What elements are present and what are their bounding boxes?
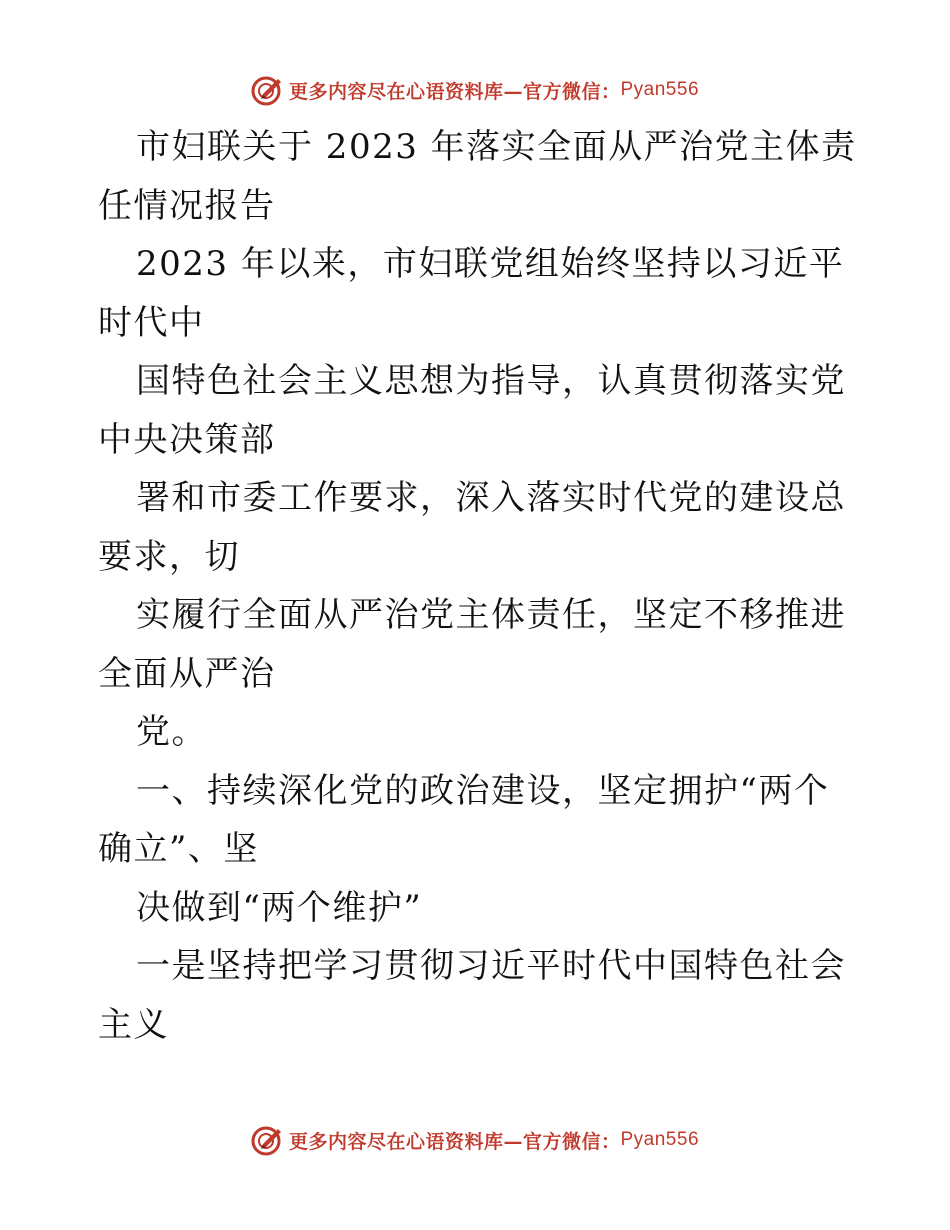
section-heading-continued: 决做到“两个维护” <box>136 887 423 928</box>
pen-nib-logo-icon <box>251 1123 285 1157</box>
watermark-footer <box>0 1120 950 1160</box>
paragraph: 署和市委工作要求，深入落实时代党的建设总要求，切 <box>98 478 846 577</box>
watermark-header <box>0 70 950 110</box>
watermark-text: 更多内容尽在心语资料库—官方微信： <box>288 80 621 103</box>
paragraph: 实履行全面从严治党主体责任，坚定不移推进全面从严治 <box>98 595 846 694</box>
pen-nib-logo-icon <box>251 73 285 107</box>
paragraph: 国特色社会主义思想为指导，认真贯彻落实党中央决策部 <box>98 361 846 460</box>
paragraph: 党。 <box>136 712 207 752</box>
paragraph: 2023 年以来，市妇联党组始终坚持以习近平时代中 <box>98 244 845 343</box>
watermark-contact: Pyan556 <box>620 1129 700 1150</box>
document-body <box>98 118 858 1054</box>
watermark-contact: Pyan556 <box>620 79 700 100</box>
paragraph: 一是坚持把学习贯彻习近平时代中国特色社会主义 <box>98 946 846 1045</box>
watermark-text: 更多内容尽在心语资料库—官方微信： <box>288 1130 621 1153</box>
section-heading: 一、持续深化党的政治建设，坚定拥护“两个确立”、坚 <box>98 770 830 869</box>
document-title: 市妇联关于 2023 年落实全面从严治党主体责任情况报告 <box>98 127 857 226</box>
